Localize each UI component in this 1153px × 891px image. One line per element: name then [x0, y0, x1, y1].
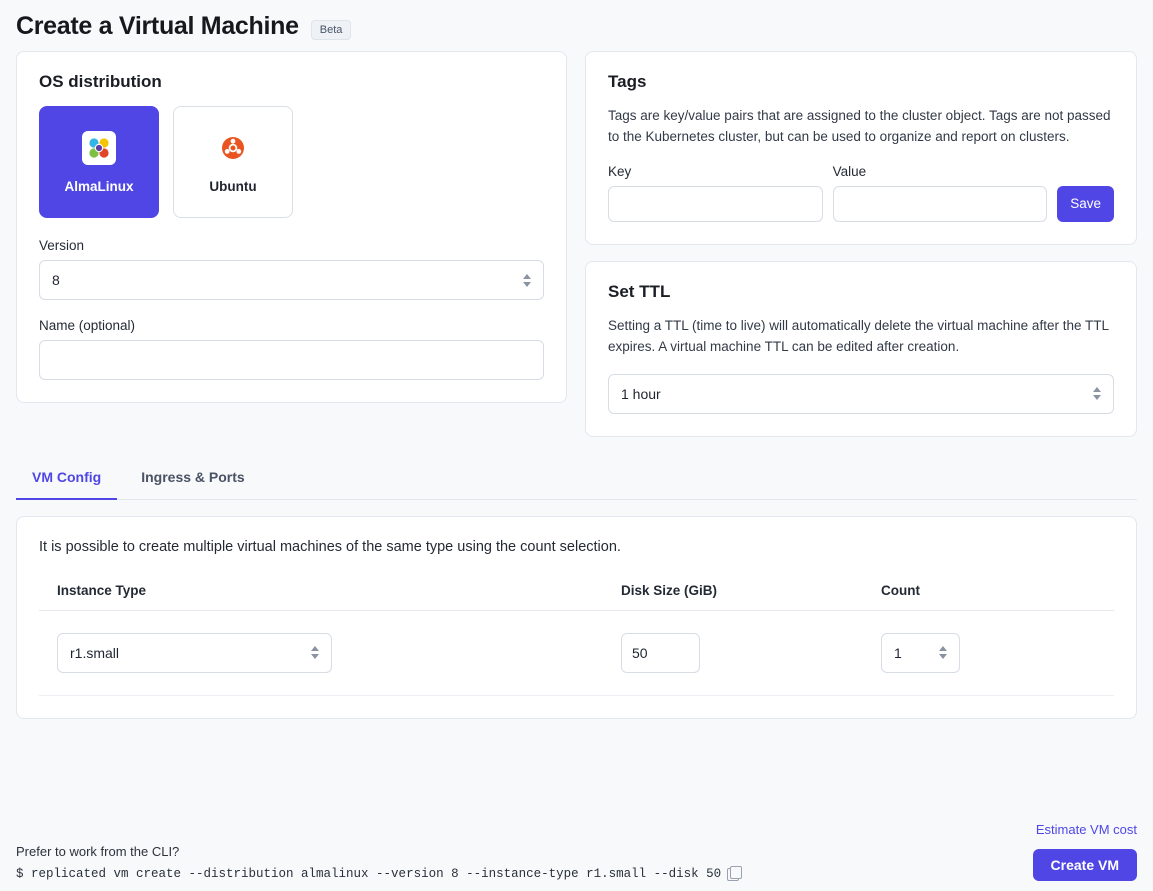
config-tabs	[16, 455, 1137, 500]
config-note: It is possible to create multiple virtual machines of the same type using the count selection.	[39, 538, 621, 555]
page-footer	[16, 822, 1137, 881]
vm-name-label: Name (optional)	[39, 318, 136, 333]
column-header-count: Count	[881, 582, 920, 598]
version-select[interactable]: 8	[39, 260, 544, 300]
ttl-select[interactable]: 1 hour	[608, 374, 1114, 414]
ttl-card	[585, 261, 1137, 437]
distro-options	[39, 106, 544, 218]
ttl-select-wrap	[608, 374, 1114, 414]
version-field	[39, 238, 544, 300]
cli-command-row	[16, 867, 739, 881]
version-label: Version	[39, 238, 85, 253]
estimate-vm-cost-link[interactable]: Estimate VM cost	[1035, 822, 1137, 837]
tag-value-field	[833, 164, 1048, 222]
right-column	[585, 51, 1137, 437]
cell-count	[881, 633, 1081, 673]
tags-input-row	[608, 164, 1114, 222]
count-select[interactable]: 1	[881, 633, 960, 673]
top-grid	[16, 51, 1137, 437]
save-tag-button[interactable]: Save	[1057, 186, 1114, 222]
tag-key-label: Key	[608, 163, 632, 179]
os-distribution-card	[16, 51, 567, 403]
page-title: Create a Virtual Machine	[16, 12, 299, 40]
cli-label: Prefer to work from the CLI?	[16, 844, 180, 859]
os-column	[16, 51, 567, 403]
ttl-title: Set TTL	[608, 281, 671, 301]
ttl-description: Setting a TTL (time to live) will automatically delete the virtual machine after the TTL expires. A virtual machine TTL can be edited after creation.	[608, 317, 1109, 354]
tag-value-label: Value	[832, 163, 867, 179]
table-row	[39, 611, 1114, 696]
instance-table	[39, 583, 1114, 696]
distro-option-ubuntu[interactable]	[173, 106, 293, 218]
column-header-instance-type: Instance Type	[57, 582, 147, 598]
tag-key-input[interactable]	[608, 186, 823, 222]
vm-name-field	[39, 318, 544, 380]
beta-badge: Beta	[311, 20, 352, 40]
distro-label: Ubuntu	[209, 178, 257, 194]
create-vm-button[interactable]: Create VM	[1033, 849, 1137, 881]
page-header	[16, 0, 1137, 51]
footer-actions	[1033, 822, 1137, 881]
tab-vm-config[interactable]: VM Config	[16, 455, 117, 500]
os-distribution-title: OS distribution	[39, 72, 162, 91]
cli-command: $ replicated vm create --distribution almalinux --version 8 --instance-type r1.small --disk 50	[16, 867, 722, 881]
instance-type-select[interactable]: r1.small	[57, 633, 332, 673]
column-header-disk-size: Disk Size (GiB)	[621, 582, 718, 598]
cli-block	[16, 844, 739, 881]
copy-icon[interactable]	[727, 868, 739, 881]
tags-title: Tags	[608, 72, 647, 91]
almalinux-logo-icon	[82, 131, 116, 165]
distro-option-almalinux[interactable]	[39, 106, 159, 218]
disk-size-input[interactable]	[621, 633, 700, 673]
tag-key-field	[608, 164, 823, 222]
table-header	[39, 583, 1114, 611]
tab-ingress-ports[interactable]: Ingress & Ports	[141, 468, 245, 485]
cell-instance-type	[39, 633, 621, 673]
ubuntu-logo-icon	[216, 131, 250, 165]
tags-description: Tags are key/value pairs that are assigned to the cluster object. Tags are not passed to the Kubernetes cluster, but can be used to organize and report on clusters.	[608, 108, 1111, 144]
distro-label: AlmaLinux	[64, 178, 134, 194]
vm-config-panel	[16, 516, 1137, 719]
vm-name-input[interactable]	[39, 340, 544, 380]
tag-value-input[interactable]	[833, 186, 1048, 222]
cell-disk-size	[621, 633, 881, 673]
tags-card	[585, 51, 1137, 245]
